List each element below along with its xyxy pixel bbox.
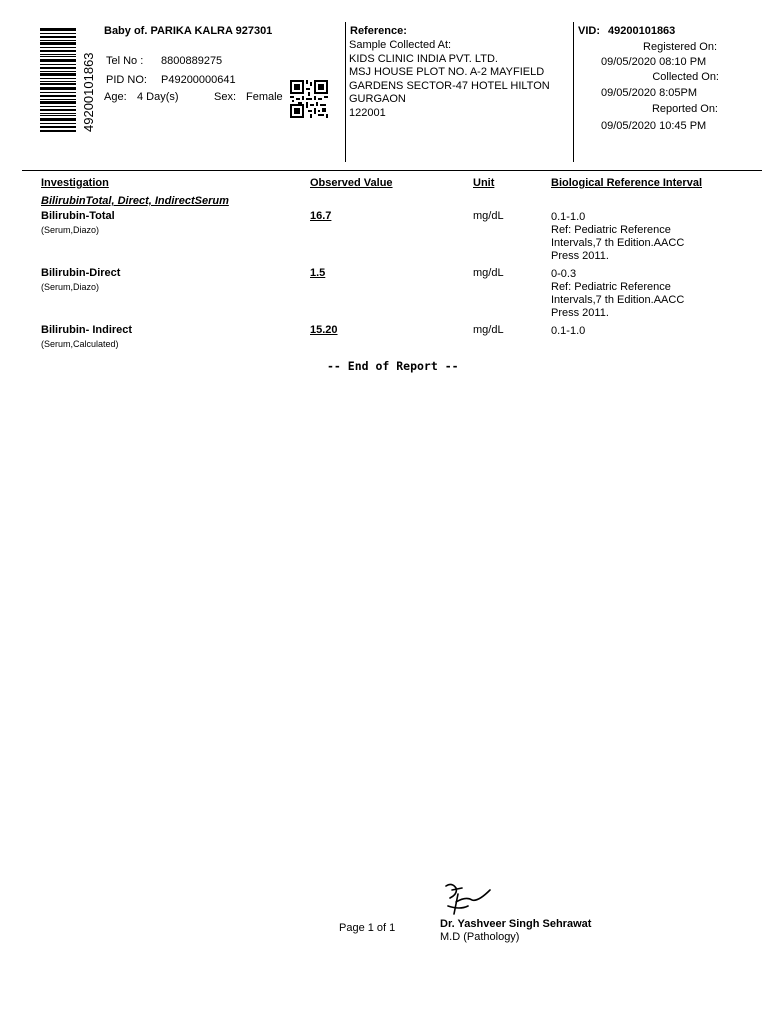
reported-label: Reported On: — [651, 103, 718, 115]
reference-line: GURGAON — [349, 93, 406, 105]
observed-value: 1.5 — [310, 267, 326, 279]
tel-value: 8800889275 — [161, 55, 223, 67]
pid-label: PID NO: — [106, 74, 147, 86]
reference-interval-line: 0.1-1.0 — [551, 325, 586, 337]
reference-interval — [551, 324, 585, 338]
barcode-number: 49200101863 — [81, 52, 96, 132]
reference-interval-line: Ref: Pediatric Reference — [551, 281, 671, 293]
collected-label: Collected On: — [652, 71, 719, 83]
header-observed-value: Observed Value — [310, 177, 393, 189]
reference-interval-line: 0-0.3 — [551, 268, 577, 280]
test-method: (Serum,Diazo) — [41, 282, 100, 292]
reported-value: 09/05/2020 10:45 PM — [601, 120, 707, 132]
end-of-report: -- End of Report -- — [327, 359, 459, 373]
panel-title: BilirubinTotal, Direct, IndirectSerum — [41, 195, 229, 207]
reference-interval — [551, 267, 684, 320]
pid-value: P49200000641 — [161, 74, 236, 86]
unit: mg/dL — [473, 210, 504, 222]
collected-value: 09/05/2020 8:05PM — [601, 87, 698, 99]
header-investigation: Investigation — [41, 177, 109, 189]
test-name: Bilirubin-Direct — [41, 267, 121, 279]
reference-interval-line: Intervals,7 th Edition.AACC — [551, 237, 685, 249]
vid-value: 49200101863 — [608, 25, 676, 37]
doctor-signature — [438, 880, 498, 920]
patient-name: Baby of. PARIKA KALRA 927301 — [104, 25, 273, 37]
tel-label: Tel No : — [106, 55, 144, 67]
unit: mg/dL — [473, 267, 504, 279]
sex-label: Sex: — [214, 91, 237, 103]
observed-value: 16.7 — [310, 210, 332, 222]
test-name: Bilirubin- Indirect — [41, 324, 133, 336]
test-method: (Serum,Calculated) — [41, 339, 119, 349]
reference-line: Sample Collected At: — [349, 39, 452, 51]
header-divider-right — [573, 22, 574, 162]
doctor-degree: M.D (Pathology) — [440, 931, 520, 943]
reference-interval-line: Press 2011. — [551, 307, 609, 319]
page-number: Page 1 of 1 — [339, 922, 396, 934]
reference-heading: Reference: — [350, 25, 407, 37]
barcode — [40, 28, 76, 132]
reference-interval-line: Intervals,7 th Edition.AACC — [551, 294, 685, 306]
reference-line: GARDENS SECTOR-47 HOTEL HILTON — [349, 79, 550, 92]
header-separator — [22, 170, 762, 171]
reference-interval-line: Press 2011. — [551, 250, 609, 262]
reference-line: 122001 — [349, 106, 386, 119]
registered-label: Registered On: — [643, 41, 717, 53]
reference-address — [349, 39, 550, 120]
unit: mg/dL — [473, 324, 504, 336]
age-value: 4 Day(s) — [137, 91, 179, 103]
reference-interval-line: 0.1-1.0 — [551, 211, 586, 223]
sex-value: Female — [246, 91, 283, 103]
qr-code — [290, 80, 328, 118]
reference-interval-line: Ref: Pediatric Reference — [551, 224, 671, 236]
header-unit: Unit — [473, 177, 495, 189]
test-method: (Serum,Diazo) — [41, 225, 100, 235]
test-name: Bilirubin-Total — [41, 210, 115, 222]
registered-value: 09/05/2020 08:10 PM — [601, 56, 707, 68]
observed-value: 15.20 — [310, 324, 338, 336]
header-reference-interval: Biological Reference Interval — [551, 177, 702, 189]
vid-label: VID: — [578, 25, 600, 37]
doctor-name: Dr. Yashveer Singh Sehrawat — [440, 918, 592, 930]
reference-line: KIDS CLINIC INDIA PVT. LTD. — [349, 52, 498, 65]
reference-interval — [551, 210, 684, 263]
reference-line: MSJ HOUSE PLOT NO. A-2 MAYFIELD — [349, 66, 545, 78]
header-divider-left — [345, 22, 346, 162]
age-label: Age: — [104, 91, 127, 103]
